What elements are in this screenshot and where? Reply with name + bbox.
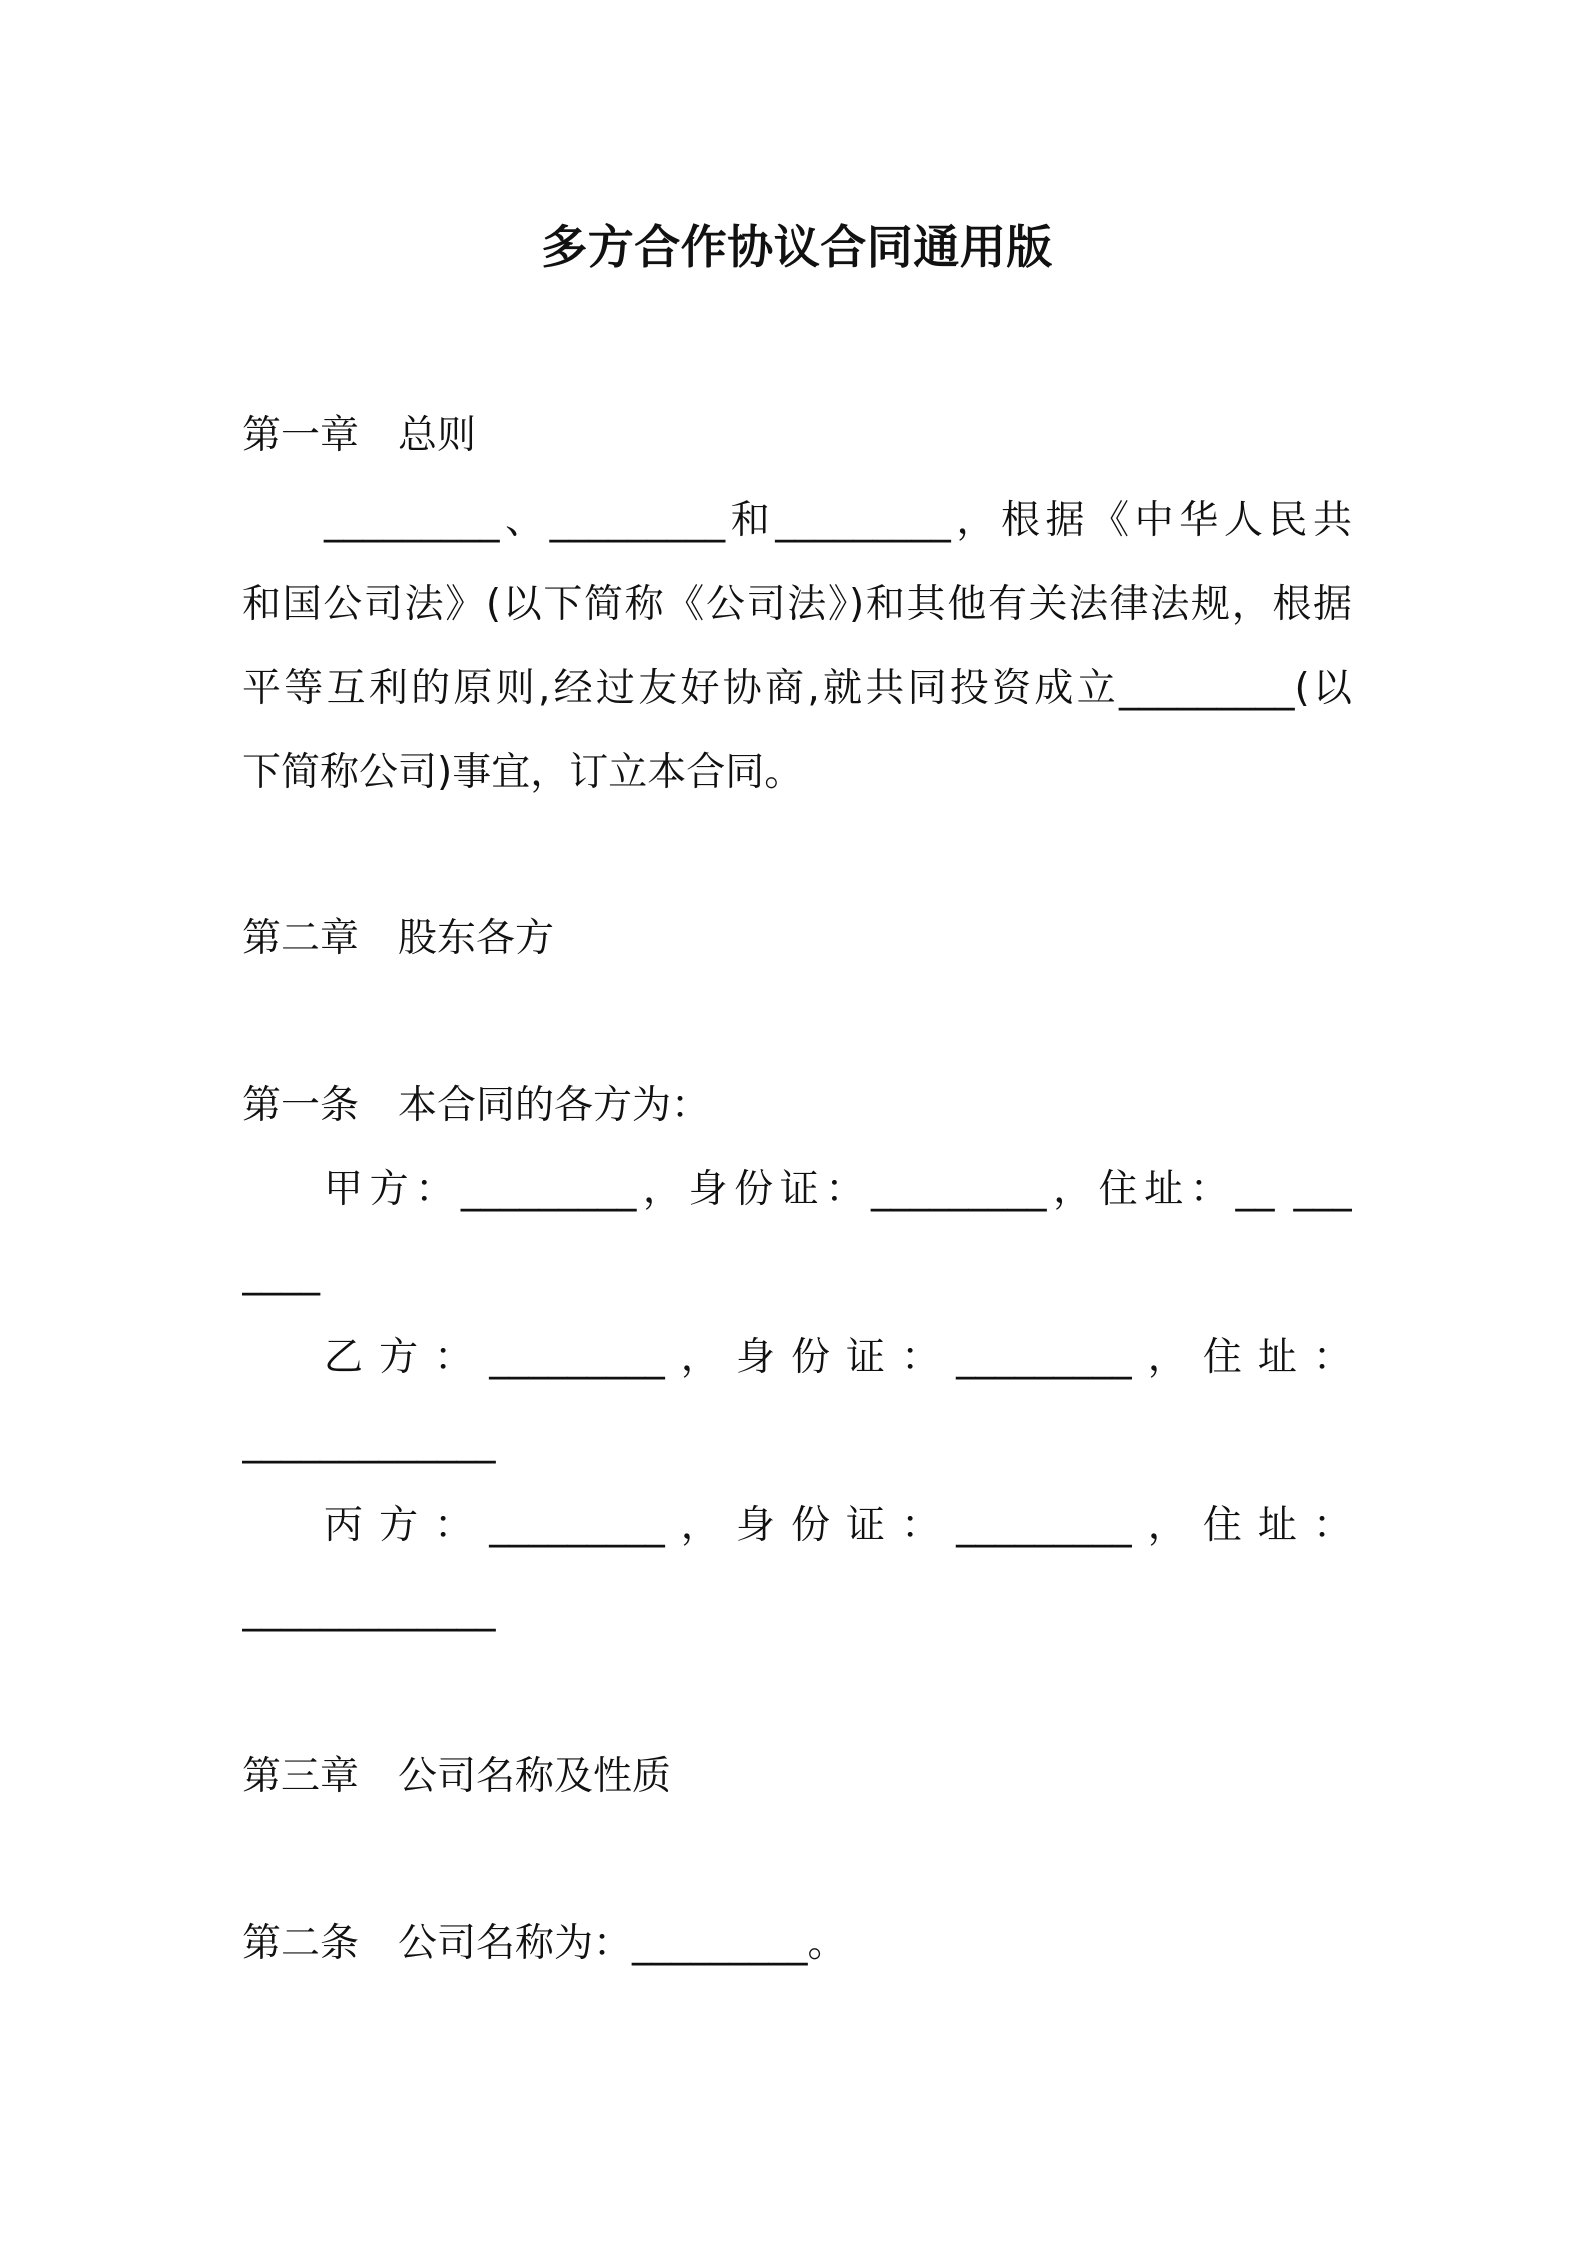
party-a-continuation: ____ <box>242 1251 320 1296</box>
chapter-2-heading: 第二章 股东各方 <box>242 916 555 961</box>
party-a-line: 甲方：_________，身份证：_________，住址：__ ___ <box>324 1167 1352 1212</box>
paragraph-line: 和国公司法》(以下简称《公司法》)和其他有关法律法规，根据 <box>242 582 1352 627</box>
party-b-line: 乙方：_________，身份证：_________，住址： <box>324 1335 1352 1380</box>
chapter-1-heading: 第一章 总则 <box>242 413 477 458</box>
party-c-continuation: _____________ <box>242 1587 496 1632</box>
party-c-line: 丙方：_________，身份证：_________，住址： <box>324 1503 1352 1548</box>
paragraph-line: 平等互利的原则,经过友好协商,就共同投资成立_________(以 <box>242 666 1352 711</box>
party-b-continuation: _____________ <box>242 1419 496 1464</box>
article-1-heading: 第一条 本合同的各方为： <box>242 1083 711 1128</box>
paragraph-line: 下简称公司)事宜，订立本合同。 <box>242 750 804 795</box>
article-2-line: 第二条 公司名称为：_________。 <box>242 1921 847 1966</box>
paragraph-line: _________、_________和_________，根据《中华人民共 <box>324 498 1352 543</box>
document-title: 多方合作协议合同通用版 <box>541 220 1053 274</box>
chapter-3-heading: 第三章 公司名称及性质 <box>242 1754 672 1799</box>
